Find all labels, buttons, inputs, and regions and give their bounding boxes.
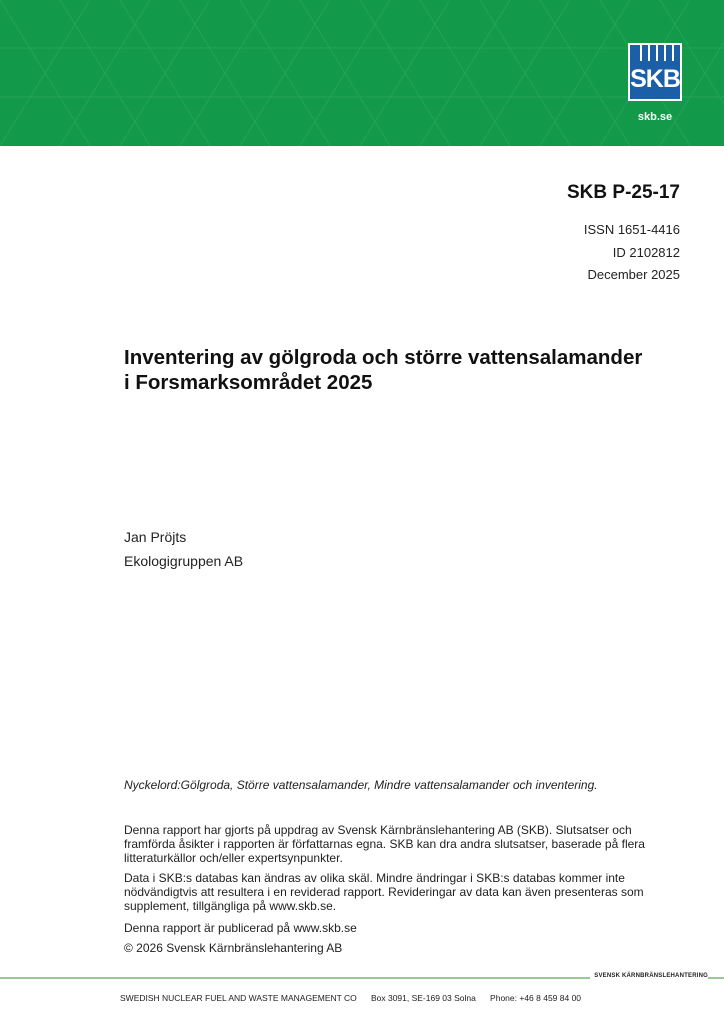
- logo-bars-icon: [630, 45, 680, 61]
- footer-phone: Phone: +46 8 459 84 00: [490, 993, 582, 1003]
- skb-logo[interactable]: [628, 43, 682, 101]
- document-id: ID 2102812: [612, 245, 680, 260]
- report-title: [124, 345, 694, 395]
- issn: ISSN 1651-4416: [583, 222, 680, 237]
- footer-address: Box 3091, SE-169 03 Solna: [370, 993, 476, 1003]
- author-name: Jan Pröjts: [124, 529, 187, 545]
- footer-org: SWEDISH NUCLEAR FUEL AND WASTE MANAGEMENT CO: [120, 993, 357, 1003]
- disclaimer-paragraph-2: Data i SKB:s databas kan ändras av olika skäl. Mindre ändringar i SKB:s databas kommer inte nödvändigtvis att resultera i en reviderad rapport. Revideringar av data kan även presenteras som supplement, tillgängliga på www.skb.se.: [124, 871, 644, 913]
- banner-pattern: [0, 0, 724, 146]
- title-line-2: i Forsmarksområdet 2025: [124, 371, 373, 394]
- keywords: Nyckelord:Gölgroda, Större vattensalamander, Mindre vattensalamander och inventering.: [124, 778, 598, 792]
- header-banner: [0, 0, 724, 146]
- publication-date: December 2025: [587, 267, 680, 282]
- copyright: © 2026 Svensk Kärnbränslehantering AB: [124, 941, 343, 955]
- published-note: Denna rapport är publicerad på www.skb.se: [124, 921, 357, 935]
- footer-contact: [120, 993, 581, 1003]
- report-number: SKB P-25-17: [567, 182, 680, 203]
- company-tag: SVENSK KÄRNBRÄNSLEHANTERING: [590, 973, 708, 979]
- site-link[interactable]: skb.se: [637, 111, 673, 123]
- logo-text: SKB: [630, 65, 680, 93]
- title-line-1: Inventering av gölgroda och större vattensalamander: [124, 346, 643, 369]
- author-organization: Ekologigruppen AB: [124, 553, 244, 569]
- disclaimer-paragraph-1: Denna rapport har gjorts på uppdrag av Svensk Kärnbränslehantering AB (SKB). Slutsatser och framförda åsikter i rapporten är författarnas egna. SKB kan dra andra slutsatser, baserade på flera litteraturkällor och/eller expertsynpunkter.: [124, 823, 645, 865]
